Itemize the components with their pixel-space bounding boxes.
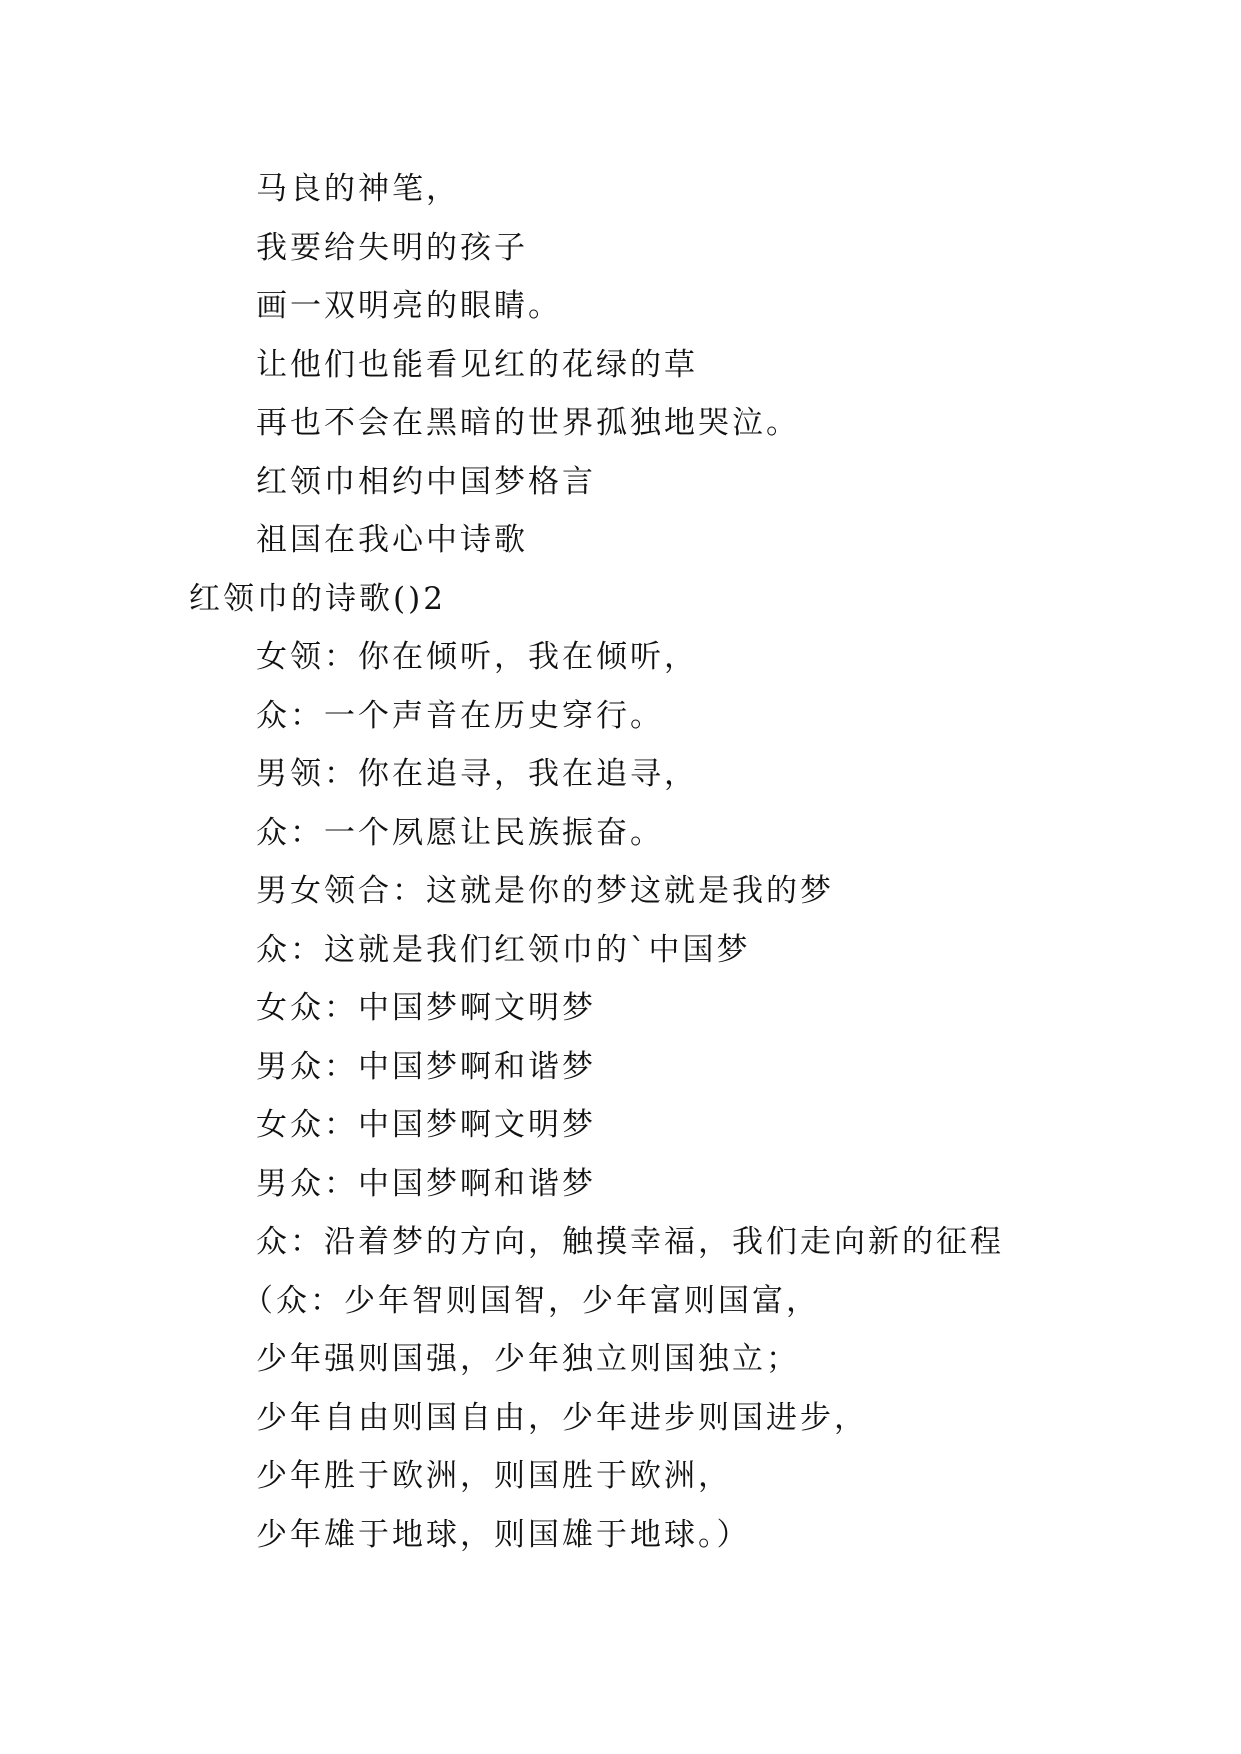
- text-line: 男女领合：这就是你的梦这就是我的梦: [256, 873, 834, 909]
- poem-body: [0, 160, 1241, 1564]
- text-line: 众：沿着梦的方向，触摸幸福，我们走向新的征程: [256, 1224, 1004, 1260]
- text-line: 画一双明亮的眼睛。: [256, 288, 562, 324]
- text-line: 众：这就是我们红领巾的`中国梦: [256, 931, 751, 968]
- text-line: 女众：中国梦啊文明梦: [256, 990, 596, 1026]
- text-line: 马良的神笔，: [256, 171, 460, 207]
- text-line: 祖国在我心中诗歌: [256, 522, 528, 558]
- text-line: 男众：中国梦啊和谐梦: [256, 1048, 596, 1085]
- text-line: 女领：你在倾听，我在倾听，: [256, 639, 698, 675]
- section-heading: 红领巾的诗歌()2: [189, 580, 446, 617]
- text-line: 男领：你在追寻，我在追寻，: [256, 756, 698, 792]
- text-line: 男众：中国梦啊和谐梦: [256, 1165, 596, 1202]
- text-line: 少年胜于欧洲，则国胜于欧洲，: [256, 1458, 732, 1494]
- text-line: 众：一个夙愿让民族振奋。: [256, 814, 664, 851]
- text-line: 女众：中国梦啊文明梦: [256, 1107, 596, 1143]
- text-line: 少年雄于地球，则国雄于地球。）: [256, 1516, 751, 1553]
- text-line: （众：少年智则国智，少年富则国富，: [242, 1282, 820, 1319]
- text-line: 少年强则国强，少年独立则国独立；: [256, 1341, 800, 1377]
- text-line: 我要给失明的孩子: [256, 229, 528, 266]
- text-line: 再也不会在黑暗的世界孤独地哭泣。: [256, 405, 800, 441]
- text-line: 让他们也能看见红的花绿的草: [256, 346, 698, 383]
- text-line: 众：一个声音在历史穿行。: [256, 697, 664, 734]
- text-line: 少年自由则国自由，少年进步则国进步，: [256, 1399, 868, 1436]
- text-line: 红领巾相约中国梦格言: [256, 463, 596, 500]
